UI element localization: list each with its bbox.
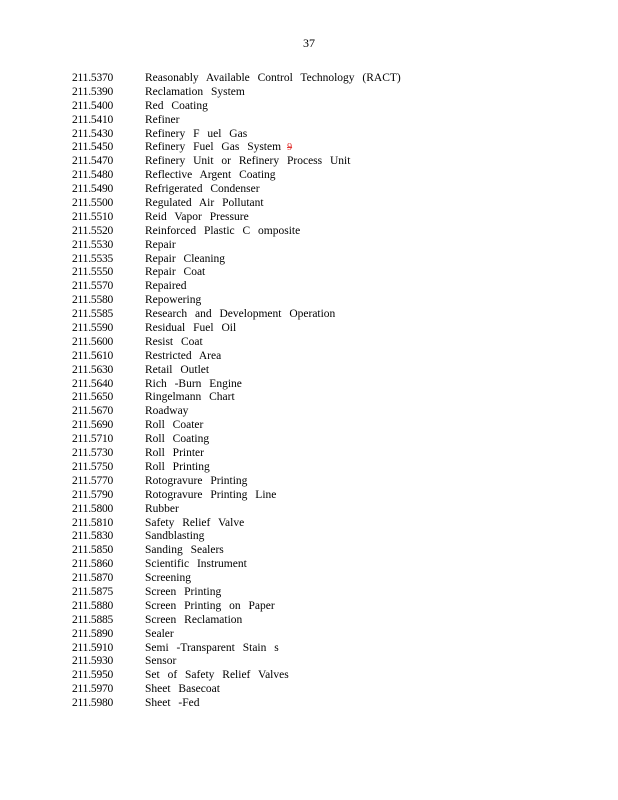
defined-term [145,308,335,322]
section-number: 211.5950 [72,669,114,682]
page-number: 37 [303,36,315,50]
section-number: 211.5910 [72,641,114,654]
defined-term-text: Scientific Instrument [145,558,247,571]
defined-term-text: Rotogravure Printing [145,474,248,487]
defined-term-text: Research and Development Operation [145,308,336,321]
defined-term-text: Restricted Area [145,349,222,362]
edit-mark: 9 [287,142,293,154]
defined-term [145,503,179,517]
defined-term [145,197,264,211]
section-number: 211.5850 [72,544,114,557]
defined-term-text: Regulated Air Pollutant [145,197,264,210]
defined-term [145,225,300,239]
defined-term-text: Residual Fuel Oil [145,322,237,335]
defined-term [145,517,244,531]
defined-term-text: Refrigerated Condenser [145,183,260,196]
section-number: 211.5580 [72,294,114,307]
section-number: 211.5570 [72,280,114,293]
defined-term [145,655,176,669]
defined-term [145,683,220,697]
defined-term-text: Red Coating [145,99,208,112]
defined-term-text: Ringelmann Chart [145,391,235,404]
section-number: 211.5770 [72,474,114,487]
defined-term-text: Retail Outlet [145,363,210,376]
defined-term [145,364,209,378]
section-number: 211.5650 [72,391,114,404]
defined-term [145,669,289,683]
defined-term-text: Set of Safety Relief Valves [145,669,289,682]
defined-term [145,141,292,155]
section-number: 211.5370 [72,72,114,84]
defined-term-text: Sheet -Fed [145,697,200,710]
defined-term-text: Reinforced Plastic C omposite [145,224,301,237]
defined-term [145,697,200,711]
defined-term-text: Semi -Transparent Stain s [145,641,279,654]
section-number: 211.5800 [72,502,114,515]
section-number: 211.5610 [72,349,114,362]
section-number: 211.5730 [72,447,114,460]
section-number: 211.5980 [72,697,114,710]
section-number: 211.5390 [72,85,114,98]
defined-term [145,586,221,600]
defined-term-text: Roll Coating [145,433,210,446]
defined-term-text: Repaired [145,280,187,293]
section-number: 211.5830 [72,530,114,543]
section-number: 211.5535 [72,252,114,265]
defined-term-text: Sanding Sealers [145,544,224,557]
defined-term-text: Roll Printing [145,460,210,473]
defined-term-text: Sandblasting [145,530,205,543]
defined-term-text: Roll Printer [145,447,204,460]
defined-term-text: Refinery F uel Gas [145,127,248,140]
defined-term-text: Sheet Basecoat [145,683,220,696]
section-number: 211.5880 [72,599,114,612]
defined-term-text: Reclamation System [145,85,245,98]
section-number: 211.5490 [72,183,114,196]
defined-term [145,183,260,197]
section-number: 211.5430 [72,127,114,140]
defined-term [145,72,401,86]
defined-term-text: Screen Printing [145,585,222,598]
defined-term [145,211,249,225]
defined-term [145,378,242,392]
defined-term [145,294,201,308]
defined-term [145,447,204,461]
defined-term-text: Rich -Burn Engine [145,377,242,390]
defined-term-text: Safety Relief Valve [145,516,245,529]
defined-term-text: Reasonably Available Control Technology (RACT) [145,72,401,84]
defined-term [145,558,247,572]
section-number: 211.5600 [72,335,114,348]
section-number: 211.5450 [72,141,114,154]
section-number: 211.5750 [72,460,114,473]
defined-term [145,239,176,253]
defined-term [145,614,242,628]
section-number: 211.5480 [72,169,114,182]
section-number: 211.5550 [72,266,114,279]
section-number: 211.5500 [72,197,114,210]
defined-term-text: Repair [145,238,176,251]
defined-term [145,475,247,489]
defined-term [145,336,203,350]
defined-term [145,128,247,142]
defined-term-text: Rubber [145,502,179,515]
defined-term [145,433,209,447]
defined-term-text: Sensor [145,655,177,668]
defined-term [145,155,350,169]
defined-term-text: Reid Vapor Pressure [145,210,249,223]
section-number: 211.5885 [72,613,114,626]
section-number: 211.5670 [72,405,114,418]
defined-term [145,530,204,544]
defined-term [145,114,179,128]
section-number: 211.5930 [72,655,114,668]
defined-term [145,642,279,656]
section-number: 211.5640 [72,377,114,390]
defined-term-text: Refinery Fuel Gas System [145,141,282,154]
section-number: 211.5690 [72,419,114,432]
section-number: 211.5470 [72,155,114,168]
section-number: 211.5630 [72,363,114,376]
section-number: 211.5585 [72,308,114,321]
defined-term-text: Resist Coat [145,335,203,348]
defined-term [145,461,210,475]
defined-term [145,266,205,280]
defined-term [145,322,236,336]
section-number: 211.5870 [72,572,114,585]
defined-term-text: Reflective Argent Coating [145,169,276,182]
defined-term [145,544,224,558]
defined-term-text: Screen Printing on Paper [145,599,275,612]
defined-term-text: Refinery Unit or Refinery Process Unit [145,155,351,168]
defined-term [145,419,203,433]
defined-term [145,86,245,100]
defined-term-text: Rotogravure Printing Line [145,488,277,501]
section-number: 211.5890 [72,627,114,640]
defined-term-text: Refiner [145,113,180,126]
section-number: 211.5530 [72,238,114,251]
defined-term-text: Repair Cleaning [145,252,226,265]
defined-term [145,600,275,614]
defined-term [145,489,276,503]
section-number: 211.5970 [72,683,114,696]
defined-term-text: Repair Coat [145,266,206,279]
defined-term [145,391,235,405]
section-number: 211.5510 [72,210,114,223]
defined-term [145,253,225,267]
defined-term [145,350,221,364]
defined-term [145,405,188,419]
defined-term-text: Repowering [145,294,202,307]
defined-term-text: Sealer [145,627,174,640]
section-number: 211.5875 [72,585,114,598]
defined-term [145,280,187,294]
section-number: 211.5400 [72,99,114,112]
defined-term-text: Screen Reclamation [145,613,243,626]
section-number: 211.5520 [72,224,114,237]
defined-term-text: Roadway [145,405,189,418]
section-number: 211.5860 [72,558,114,571]
defined-term [145,628,174,642]
defined-term [145,169,276,183]
section-number: 211.5710 [72,433,114,446]
defined-term-text: Screening [145,572,191,585]
section-number: 211.5810 [72,516,114,529]
defined-term [145,572,191,586]
section-number: 211.5590 [72,322,114,335]
defined-term-text: Roll Coater [145,419,204,432]
defined-term [145,100,208,114]
section-number: 211.5790 [72,488,114,501]
section-number: 211.5410 [72,113,114,126]
